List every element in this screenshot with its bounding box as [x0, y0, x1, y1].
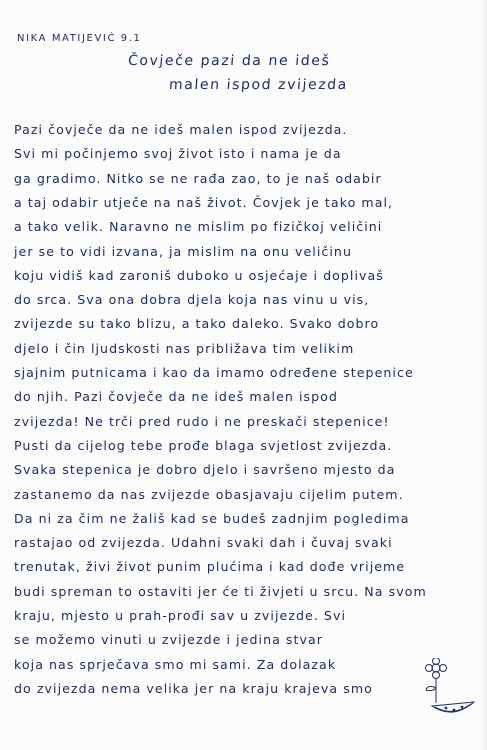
author-name: NIKA MATIJEVIĆ 9.1 — [17, 33, 142, 44]
body-line: sjajnim putnicama i kao da imamo određene stepenice — [14, 365, 414, 380]
body-line: jer se to vidi izvana, ja mislim na onu veličinu — [14, 244, 352, 259]
body-line: koju vidiš kad zaroniš duboko u osjećaje i doplivaš — [14, 268, 384, 283]
body-line: Svi mi počinjemo svoj život isto i nama je da — [14, 146, 342, 161]
body-line: koja nas sprječava smo mi sami. Za dolazak — [14, 657, 337, 672]
body-line: Da ni za čim ne žališ kad se budeš zadnjim pogledima — [14, 511, 410, 526]
body-line: rastajao od zvijezda. Udahni svaki dah i čuvaj svaki — [14, 535, 393, 550]
body-line: se možemo vinuti u zvijezde i jedina stvar — [14, 632, 324, 647]
body-line: djelo i čin ljudskosti nas približava tim velikim — [14, 341, 355, 356]
body-line: a taj odabir utječe na naš život. Čovjek je tako mal, — [14, 195, 394, 210]
body-line: Pusti da cijelog tebe prođe blaga svjetlost zvijezda. — [14, 438, 393, 453]
title-line-2: malen ispod zvijezda — [168, 77, 349, 93]
body-line: ga gradimo. Nitko se ne rađa zao, to je naš odabir — [14, 171, 382, 186]
body-line: do srca. Sva ona dobra djela koja nas vinu u vis, — [14, 292, 370, 307]
title-line-1: Čovječe pazi da ne ideš — [127, 53, 331, 69]
body-line: zvijezde su tako blizu, a tako daleko. Svako dobro — [14, 316, 380, 331]
body-line: zastanemo da nas zvijezde obasjavaju cijelim putem. — [14, 487, 404, 502]
doodle-illustration — [418, 658, 478, 720]
body-line: do njih. Pazi čovječe da ne ideš malen ispod — [14, 389, 338, 404]
body-line: kraju, mjesto u prah-prođi sav u zvijezde. Svi — [14, 608, 347, 623]
body-line: trenutak, živi život punim plućima i kad dođe vrijeme — [14, 559, 406, 574]
body-line: Pazi čovječe da ne ideš malen ispod zvijezda. — [14, 122, 348, 137]
body-line: do zvijezda nema velika jer na kraju krajeva smo — [14, 681, 373, 696]
body-line: budi spreman to ostaviti jer će ti živjeti u srcu. Na svom — [14, 584, 427, 599]
body-line: a tako velik. Naravno ne mislim po fizičkoj veličini — [14, 219, 383, 234]
body-line: Svaka stepenica je dobro djelo i savršeno mjesto da — [14, 462, 396, 477]
page-edge-shadow — [481, 0, 487, 750]
flower-doodle-icon — [426, 658, 447, 703]
watermelon-slice-doodle-icon — [432, 702, 474, 712]
body-line: zvijezda! Ne trči pred rudo i ne preskači stepenice! — [14, 414, 390, 429]
